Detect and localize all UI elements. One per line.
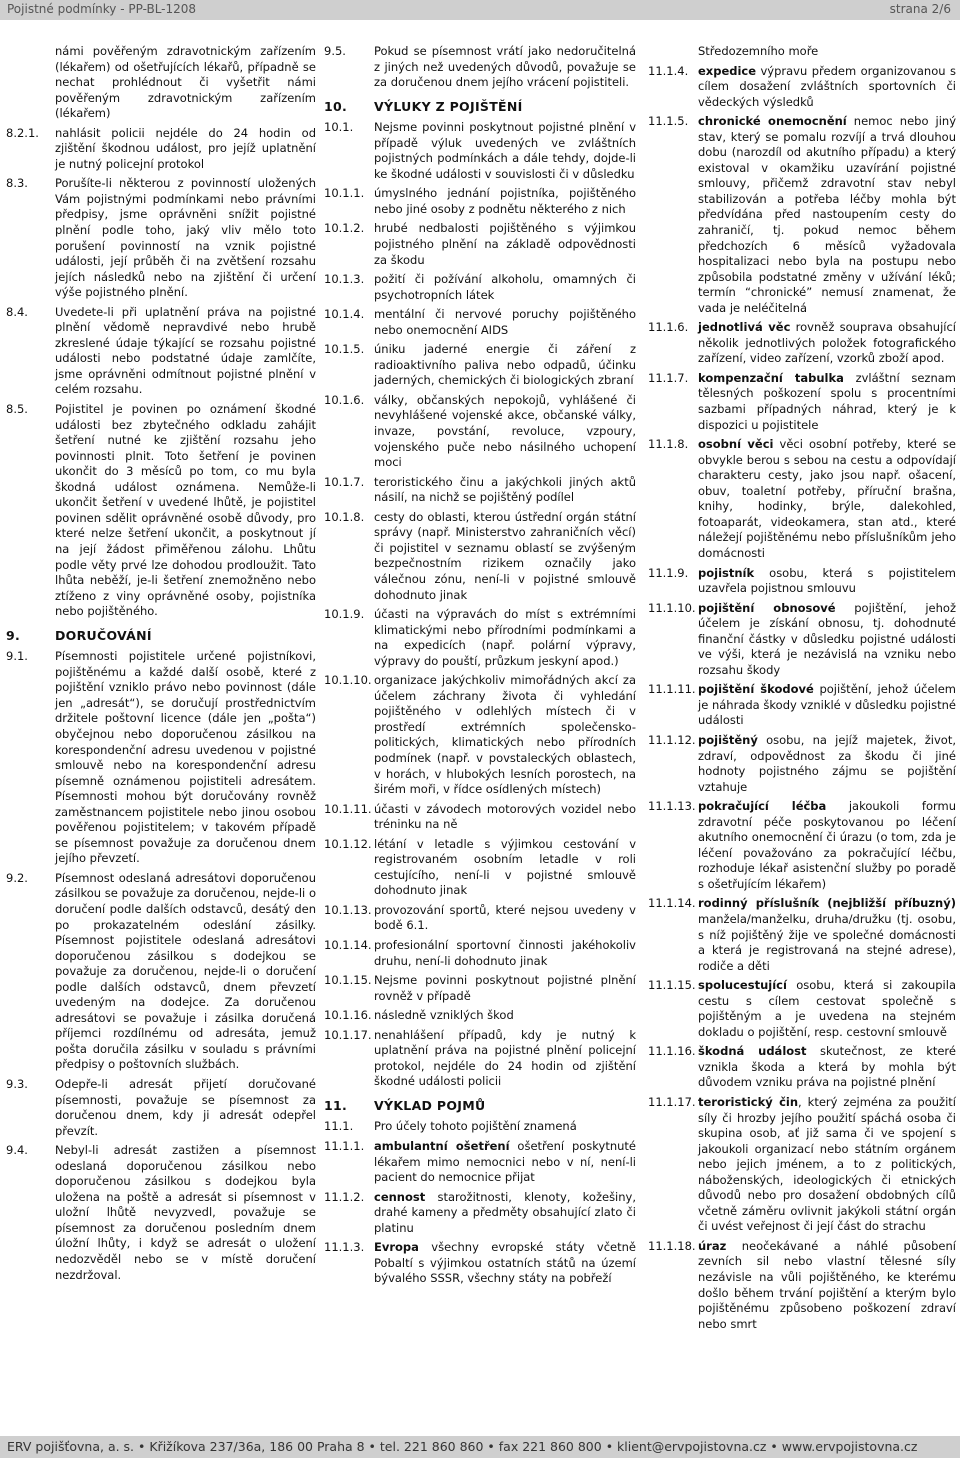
clause — [6, 44, 316, 122]
clause — [324, 510, 636, 603]
clause-number: 10. — [324, 98, 348, 114]
clause — [648, 566, 956, 597]
clause-text: teroristický čin, který zejména za použití síly či hrozby jejího použití spáchá osoba či skupina osob, ať již sama či ve spojení s jakoukoli organizací nebo státním orgánem nebo jejich jménem, a to z politických, náboženských, ideologických či etnických důvodů nebo pro dosažení obdobných cílů včetně záměru ovlivnit jakýkoli státní orgán či uvést veřejnost či její část do strachu — [698, 1095, 956, 1234]
clause-text: Nejsme povinni poskytnout pojistné plnění rovněž v případě — [374, 973, 636, 1003]
clause — [324, 1139, 636, 1186]
footer-contact: ERV pojišťovna, a. s. • Křižíkova 237/36a, 186 00 Praha 8 • tel. 221 860 860 • fax 221 860 800 • klient@ervpojistovna.cz • www.ervpojistovna.cz — [7, 1439, 918, 1454]
clause — [324, 1240, 636, 1287]
clause-number: 11.1.11. — [648, 682, 696, 697]
clause — [324, 973, 636, 1004]
clause-number: 9.1. — [6, 649, 28, 664]
text-column-3 — [648, 44, 956, 1336]
clause-text: Evropa všechny evropské státy včetně Pobaltí s výjimkou ostatních států na území bývalého SSSR, všechny státy na pobřeží — [374, 1240, 636, 1286]
clause-number: 11.1.10. — [648, 600, 696, 615]
clause-number: 10.1.8. — [324, 509, 365, 524]
clause — [6, 1143, 316, 1283]
clause-number: 11.1. — [324, 1119, 354, 1134]
clause-text: cesty do oblasti, kterou ústřední orgán státní správy (např. Ministerstvo zahraničních věcí) či pojistitel v seznamu oblastí se zvýšeným bezpečnostním rizikem označily jako válečnou zónu, není-li v pojistné smlouvě dohodnuto jinak — [374, 509, 636, 602]
clause — [324, 673, 636, 797]
clause-text: organizace jakýchkoliv mimořádných akcí za účelem záchrany života či vyhledání pojištěného v odlehlých místech či v prostředí extrémních společensko-politických, klimatických nebo přírodních podmínek (např. v povstaleckých oblastech, v horách, v hlubokých lesních porostech, na širém moři, v řídce osídlených místech) — [374, 673, 636, 797]
clause-number: 10.1.2. — [324, 221, 365, 236]
clause-text: Písemnosti pojistitele určené pojistníkovi, pojištěnému a každé další osobě, které z pojištění vzniklo právo nebo povinnost (dále jen „adresát“), se doručují prostřednictvím držitele poštovní licence (dále jen „pošta“) obyčejnou nebo doporučenou zásilkou na korespondenční adresu uvedenou v pojistné smlouvě nebo na korespondenční adresu písemně oznámenou pojistiteli adresátem. Písemnosti mohou být doručovány rovněž zaměstnancem pojistitele nebo jinou osobou pověřenou pojistitelem; v takovém případě se písemnost považuje za doručenou dnem jejího převzetí. — [55, 649, 316, 866]
clause-text: následně vzniklých škod — [374, 1008, 514, 1023]
clause-text: ambulantní ošetření ošetření poskytnuté lékařem mimo nemocnici nebo v ní, není-li pacient do nemocnice přijat — [374, 1139, 636, 1185]
clause-number: 10.1.5. — [324, 342, 365, 357]
clause-text: osobní věci věci osobní potřeby, které se obvykle berou s sebou na cestu a odpovídají charakteru cesty, jako jsou např. ošacení, obuv, toaletní potřeby, příruční brašna, knihy, hodinky, brýle, dalekohled, fotoaparát, videokamera, stan atd., které náležejí pojištěnému nebo příslušníkům jeho domácnosti — [698, 437, 956, 560]
clause — [648, 978, 956, 1040]
clause-number — [648, 44, 698, 60]
clause-text: spolucestující osobu, která si zakoupila cestu s cílem cestovat společně s pojištěným a je uvedena na stejném dokladu o pojištění, resp. cestovní smlouvě — [698, 978, 956, 1039]
clause-number: 10.1.14. — [324, 937, 372, 952]
clause-number: 8.3. — [6, 176, 28, 191]
clause — [648, 437, 956, 561]
clause-number: 11.1.6. — [648, 320, 689, 335]
clause — [648, 320, 956, 367]
clause-number: 8.4. — [6, 304, 28, 319]
clause — [648, 799, 956, 892]
clause-number: 9.2. — [6, 870, 28, 885]
clause — [324, 1028, 636, 1090]
clause — [324, 1008, 636, 1024]
clause — [324, 607, 636, 669]
clause-text: nenahlášení případů, kdy je nutný k uplatnění práva na pojistné plnění policejní protokol, nejdéle do 24 hodin od zjištění škodné události policii — [374, 1027, 636, 1089]
clause-text: Nejsme povinni poskytnout pojistné plnění v případě výluk uvedených ve zvláštních pojistných podmínkách a dále tehdy, dojde-li ke škodné události v souvislosti či v důsledku — [374, 120, 636, 181]
clause-number: 10.1.3. — [324, 272, 365, 287]
clause-number: 11.1.12. — [648, 732, 696, 747]
clause-text: provozování sportů, které nejsou uvedeny v bodě 6.1. — [374, 902, 636, 933]
clause-text: účasti v závodech motorových vozidel nebo tréninku na ně — [374, 801, 636, 832]
clause-number: 11.1.15. — [648, 978, 696, 993]
clause — [324, 802, 636, 833]
clause-text: cennost starožitnosti, klenoty, kožešiny, drahé kameny a předměty obsahující zlato či platinu — [374, 1189, 636, 1235]
clause-number: 11.1.4. — [648, 63, 689, 78]
clause — [6, 305, 316, 398]
clause-number: 10.1.10. — [324, 673, 372, 688]
clause-number: 11.1.18. — [648, 1238, 696, 1253]
clause-number: 10.1.7. — [324, 474, 365, 489]
clause — [648, 114, 956, 316]
clause-number: 10.1.16. — [324, 1008, 372, 1023]
clause-number: 11.1.17. — [648, 1095, 696, 1109]
text-column-2 — [324, 44, 636, 1291]
clause-number: 10.1.9. — [324, 607, 365, 622]
section-heading — [324, 99, 636, 115]
clause — [324, 44, 636, 91]
clause-text: války, občanských nepokojů, vyhlášené či nevyhlášené vojenské akce, občanské války, invaze, povstání, revoluce, vzpoury, vojenského puče nebo násilného uchopení moci — [374, 392, 636, 470]
clause — [324, 221, 636, 268]
clause-number: 11.1.13. — [648, 799, 696, 814]
clause — [648, 44, 956, 60]
clause — [324, 903, 636, 934]
clause-text: Pokud se písemnost vrátí jako nedoručitelná z jiných než uvedených důvodů, považuje se za doručenou dnem jejího vrácení pojistiteli. — [374, 44, 636, 90]
document-title: Pojistné podmínky - PP-BL-1208 — [7, 2, 197, 16]
clause — [324, 837, 636, 899]
clause — [324, 307, 636, 338]
clause-number: 9.3. — [6, 1077, 28, 1091]
clause — [648, 733, 956, 795]
clause-number: 9. — [6, 627, 21, 643]
clause-number: 11.1.14. — [648, 896, 696, 911]
clause-number: 10.1.1. — [324, 186, 365, 201]
clause — [324, 1190, 636, 1237]
section-heading — [324, 1098, 636, 1114]
clause — [648, 682, 956, 729]
clause-number: 11.1.3. — [324, 1240, 365, 1255]
clause-text: účasti na výpravách do míst s extrémními klimatickými nebo přírodními podmínkami a na expedicích (např. polární výpravy, výpravy do pouští, průzkum jeskyní apod.) — [374, 607, 636, 668]
clause-number: 10.1.6. — [324, 392, 365, 407]
clause-number: 10.1.4. — [324, 307, 365, 322]
clause — [6, 402, 316, 620]
clause-text: Středozemního moře — [698, 44, 819, 58]
section-title: VÝKLAD POJMŮ — [374, 1097, 486, 1113]
clause-text: Písemnost odeslaná adresátovi doporučenou zásilkou se považuje za doručenou, nejde-li o doručení podle dalších odstavců, desátý den po prokazatelném odeslání zásilky. Písemnost pojistitele odeslaná adresátovi doporučenou zásilkou s dodejkou se považuje za doručenou, nejde-li o doručení podle dalších odstavců, dnem převzetí uvedeným na dodejce. Za doručenou adresátovi se považuje i zásilka doručená příjemci rozdílnému od adresáta, jemuž pošta doručila zásilku v souladu s právními předpisy o poštovních službách. — [55, 870, 316, 1072]
clause-text: kompenzační tabulka zvláštní seznam tělesných poškození spolu s procentními sazbami případných náhrad, který je k dispozici u pojistitele — [698, 370, 956, 432]
clause-number: 11.1.2. — [324, 1189, 365, 1204]
clause-text: pokračující léčba jakoukoli formu zdravotní péče poskytovanou po léčení akutního onemocnění či úrazu (o tom, zda je léčení považováno za pokračující léčbu, rozhoduje lékař asistenční služby po poradě s ošetřujícím lékařem) — [698, 799, 956, 891]
clause — [324, 120, 636, 182]
clause-number: 10.1. — [324, 120, 354, 135]
clause — [324, 186, 636, 217]
clause — [6, 176, 316, 300]
clause — [648, 371, 956, 433]
clause-text: úniku jaderné energie či záření z radioaktivního paliva nebo odpadů, účinku jaderných, chemických či biologických zbraní — [374, 342, 636, 388]
clause-number: 8.2.1. — [6, 125, 39, 140]
clause — [324, 475, 636, 506]
clause-text: chronické onemocnění nemoc nebo jiný stav, který se pomalu rozvíjí a trvá dlouhou dobu (narozdíl od akutního případu) a který existoval v okamžiku uzavírání pojistné smlouvy, přičemž zdravotní stav nebyl stabilizován a potřeba léčby mohla být předvídána před nastoupením cesty do zahraničí, tj. pokud nemoc během předchozích 6 měsíců vyžadovala hospitalizaci nebo byla na postupu nebo způsobila podstatné změny v užívání léků; termín “chronické” nemusí znamenat, že vada je neléčitelná — [698, 114, 957, 315]
clause-text: Uvedete-li při uplatnění práva na pojistné plnění vědomě nepravdivé nebo hrubě zkreslené údaje týkající se rozsahu pojistné události nebo podstatné údaje zamlčíte, jsme oprávněni odmítnout pojistné plnění v celém rozsahu. — [55, 304, 316, 397]
section-title: DORUČOVÁNÍ — [55, 627, 152, 643]
clause — [324, 342, 636, 389]
clause-number: 11.1.5. — [648, 114, 689, 129]
clause-text: úmyslného jednání pojistníka, pojištěného nebo jiné osoby z podnětu některého z nich — [374, 186, 636, 216]
clause-text: úraz neočekávané a náhlé působení zevních sil nebo vlastní tělesné síly nezávisle na vůli pojištěného, ke kterému došlo během trvání pojištění a kterým bylo pojištěnému způsobeno poškození zdraví nebo smrt — [698, 1238, 956, 1331]
clause-text: Pro účely tohoto pojištění znamená — [374, 1119, 577, 1134]
clause-text: profesionální sportovní činnosti jakéhokoliv druhu, není-li dohodnuto jinak — [374, 937, 636, 968]
clause-text: pojistník osobu, která s pojistitelem uzavřela pojistnou smlouvu — [698, 565, 956, 596]
clause-text: námi pověřeným zdravotnickým zařízením (lékařem) od ošetřujících lékařů, případně se nechat prohlédnout či vyšetřit námi pověřeným zdravotnickým zařízením (lékařem) — [55, 44, 316, 121]
text-column-1 — [6, 44, 316, 1287]
clause — [648, 64, 956, 111]
clause — [648, 1239, 956, 1332]
clause-number — [6, 44, 55, 122]
clause — [6, 126, 316, 173]
clause-number: 11. — [324, 1097, 348, 1113]
clause-text: Pojistitel je povinen po oznámení škodné události bez zbytečného odkladu zahájit šetření nutné ke zjištění rozsahu jeho povinnosti plnit. Toto šetření je povinen ukončit do 3 měsíců po tom, co mu byla škodná událost oznámena. Nemůže-li ukončit šetření v uvedené lhůtě, je pojistitel povinen sdělit oprávněné osobě důvody, pro které nelze šetření ukončit, a poskytnout jí na její žádost přiměřenou zálohu. Lhůtu podle věty prvé lze dohodou prodloužit. Tato lhůta neběží, je-li šetření znemožněno nebo ztíženo z viny oprávněné osoby, pojistníka nebo pojištěného. — [55, 402, 316, 619]
clause-number: 9.4. — [6, 1143, 28, 1158]
page-header — [0, 0, 960, 20]
page-number: strana 2/6 — [889, 2, 951, 16]
section-title: VÝLUKY Z POJIŠTĚNÍ — [374, 98, 523, 114]
clause-text: expedice výpravu předem organizovanou s cílem dosažení zvláštních sportovních či vědeckých výsledků — [698, 63, 956, 109]
clause — [324, 938, 636, 969]
clause — [324, 1119, 636, 1135]
clause — [648, 601, 956, 679]
clause-text: Odepře-li adresát přijetí doručované písemnosti, považuje se písemnost za doručenou dnem, kdy ji adresát odepřel převzít. — [55, 1077, 316, 1138]
clause — [6, 871, 316, 1073]
clause-number: 11.1.16. — [648, 1044, 696, 1059]
clause-text: hrubé nedbalosti pojištěného s výjimkou pojistného plnění na základě odpovědnosti za škodu — [374, 221, 636, 267]
clause-text: požití či požívání alkoholu, omamných či psychotropních látek — [374, 272, 636, 302]
clause-number: 10.1.15. — [324, 973, 372, 988]
clause-text: škodná událost skutečnost, ze které vznikla škoda a která by mohla být důvodem vzniku práva na pojistné plnění — [698, 1044, 956, 1090]
clause-number: 10.1.17. — [324, 1027, 372, 1042]
clause-number: 11.1.9. — [648, 565, 689, 580]
clause-number: 10.1.13. — [324, 902, 372, 917]
clause-text: Nebyl-li adresát zastižen a písemnost odeslaná doporučenou zásilkou nebo doporučenou zásilkou s dodejkou byla uložena na poště a adresát si písemnost v uložní lhůtě nevyzvedl, považuje se písemnost za doručenou posledním dnem úložní lhůty, i když se adresát o uložení nedozvěděl nebo se v místě doručení nezdržoval. — [55, 1143, 316, 1282]
clause-number: 11.1.7. — [648, 370, 689, 385]
clause-number: 10.1.12. — [324, 836, 372, 851]
clause-text: Porušíte-li některou z povinností uložených Vám pojistnými podmínkami nebo právními předpisy, jsme oprávněni snížit pojistné plnění podle toho, jaký vliv mělo toto porušení povinností na vznik pojistné události, její průběh či na zvětšení rozsahu jejích následků nebo na zjištění či určení výše pojistného plnění. — [55, 176, 316, 300]
clause-number: 10.1.11. — [324, 801, 372, 816]
clause-text: pojištěný osobu, na jejíž majetek, život, zdraví, odpovědnost za škodu či jiné hodnoty pojistného zájmu se pojištění vztahuje — [698, 732, 956, 794]
clause-text: pojištění obnosové pojištění, jehož účelem je získání obnosu, tj. dohodnuté finanční částky v důsledku pojistné události ve výši, která je nezávislá na vzniku nebo rozsahu škody — [698, 600, 956, 677]
clause — [6, 649, 316, 867]
clause-text: rodinný příslušník (nejbližší příbuzný) manžela/manželku, druha/družku (tj. osobu, s níž pojištěný žije ve společné domácnosti a která je registrovaná na stejné adrese), rodiče a děti — [698, 896, 956, 973]
clause-text: jednotlivá věc rovněž souprava obsahující několik jednotlivých položek fotografického zařízení, video zařízení, vzorků zboží apod. — [698, 320, 956, 366]
clause — [648, 896, 956, 974]
clause-text: mentální či nervové poruchy pojištěného nebo onemocnění AIDS — [374, 307, 636, 337]
clause-text: teroristického činu a jakýchkoli jiných aktů násilí, na nichž se pojištěný podílel — [374, 474, 636, 505]
page-footer — [0, 1436, 960, 1458]
clause-number: 11.1.8. — [648, 437, 689, 452]
clause-text: nahlásit policii nejdéle do 24 hodin od zjištění škodnou událost, pro jejíž uplatnění je nutný policejní protokol — [55, 125, 316, 171]
clause — [648, 1044, 956, 1091]
clause — [6, 1077, 316, 1139]
clause-number: 9.5. — [324, 44, 346, 58]
clause-text: pojištění škodové pojištění, jehož účelem je náhrada škody vzniklé v důsledku pojistné události — [698, 682, 956, 728]
section-heading — [6, 628, 316, 644]
clause — [324, 393, 636, 471]
clause — [324, 272, 636, 303]
clause — [648, 1095, 956, 1235]
clause-number: 11.1.1. — [324, 1139, 365, 1153]
clause-text: létání v letadle s výjimkou cestování v registrovaném osobním letadle v roli cestujícího, není-li v pojistné smlouvě dohodnuto jinak — [374, 836, 636, 898]
clause-number: 8.5. — [6, 402, 28, 417]
